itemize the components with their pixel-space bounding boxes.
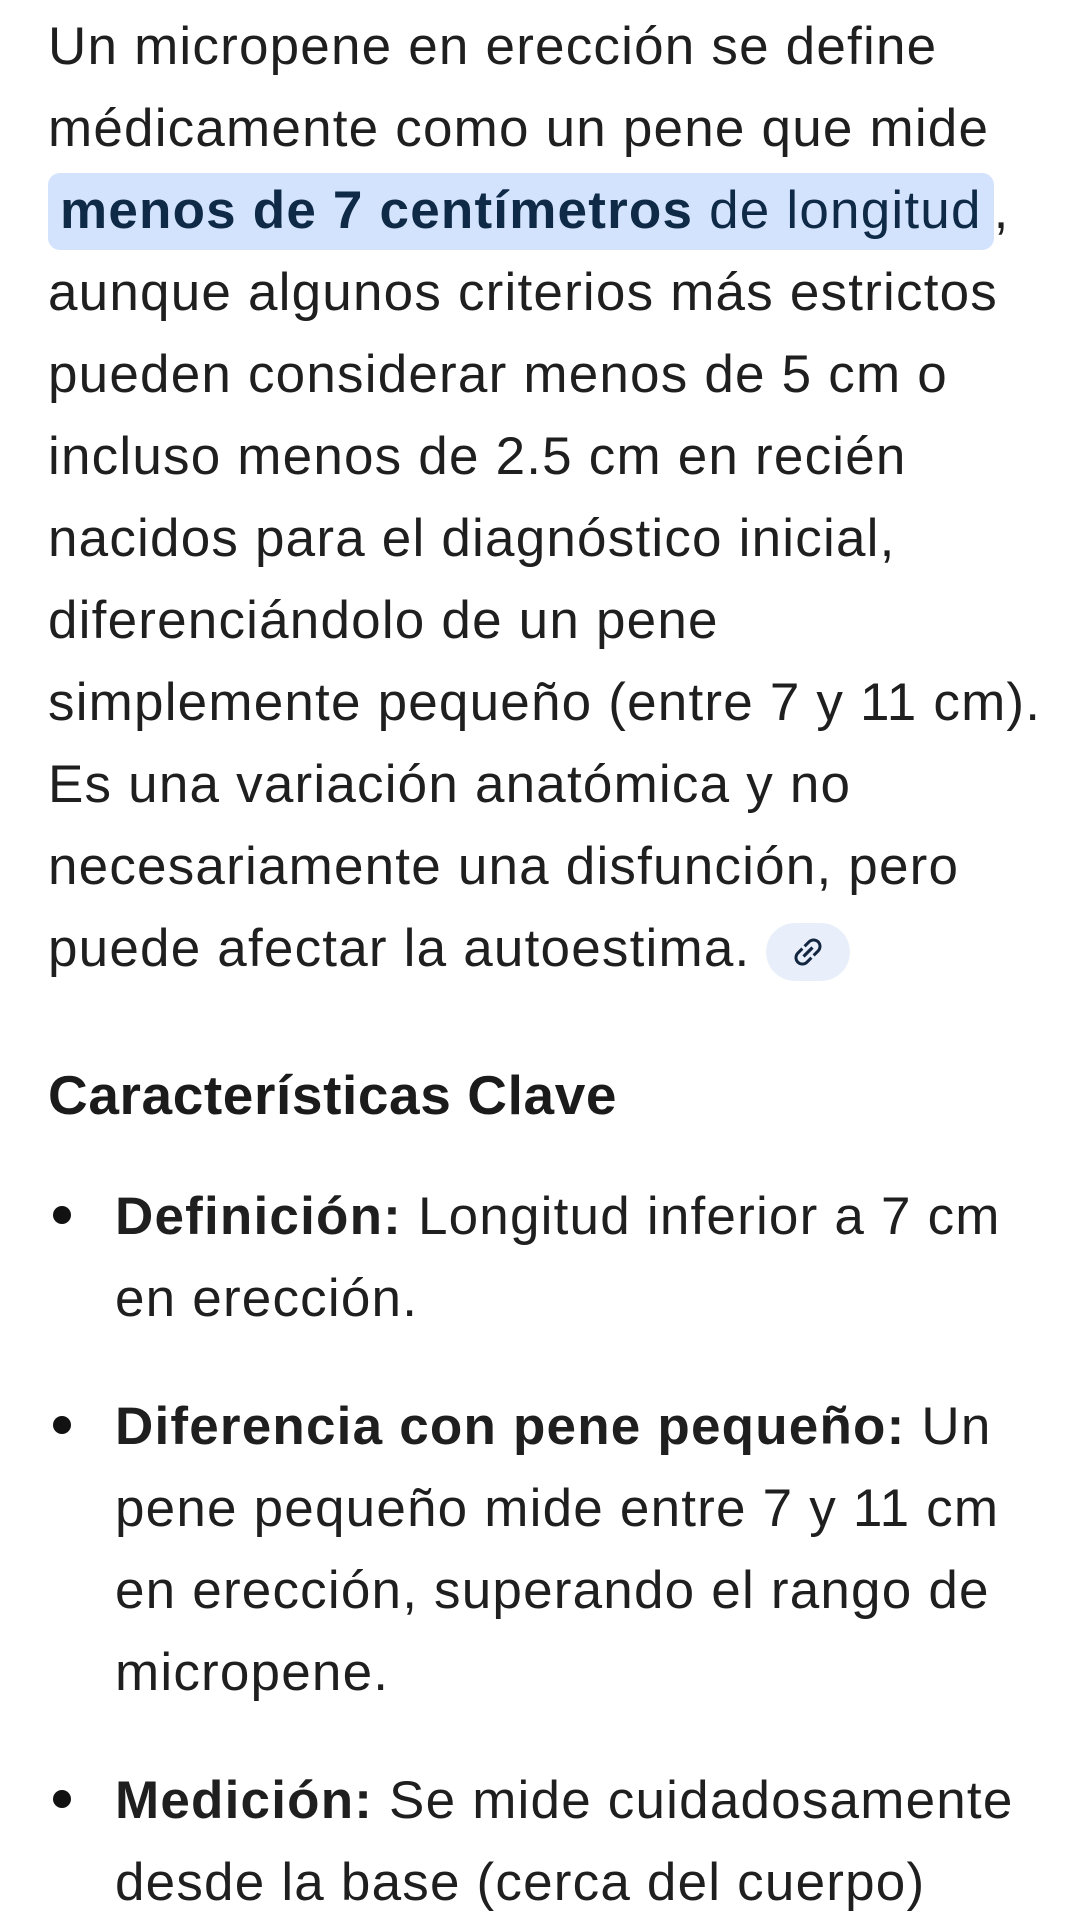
text-run: incluso menos de 2.5 cm en recién	[48, 427, 907, 486]
bullet-dot	[53, 1206, 71, 1224]
text-run: Es una variación anatómica y no	[48, 755, 852, 814]
text-run: puede afectar la autoestima.	[48, 919, 751, 978]
overview-paragraph	[48, 6, 1046, 990]
text-run: diferenciándolo de un pene	[48, 591, 719, 650]
text-line	[48, 498, 1046, 580]
text-line	[115, 1632, 1046, 1714]
text-run: médicamente como un pene que mide	[48, 99, 990, 158]
text-line	[115, 1258, 1046, 1340]
list-item	[48, 1176, 1046, 1340]
text-line	[115, 1760, 1046, 1842]
section-heading: Características Clave	[48, 1064, 618, 1126]
bullet-dot	[53, 1416, 71, 1434]
text-run: Se mide cuidadosamente	[373, 1771, 1014, 1830]
key-features-list	[48, 1176, 1046, 1924]
text-line	[48, 6, 1046, 88]
text-run: desde la base (cerca del cuerpo)	[115, 1853, 926, 1912]
text-line	[48, 744, 1046, 826]
list-item	[48, 1760, 1046, 1924]
text-run: pene pequeño mide entre 7 y 11 cm	[115, 1479, 1000, 1538]
text-line	[48, 662, 1046, 744]
text-run: micropene.	[115, 1643, 390, 1702]
text-run: Definición:	[115, 1187, 403, 1246]
bullet-text	[115, 1176, 1046, 1340]
text-line	[48, 252, 1046, 334]
text-run: Longitud inferior a 7 cm	[402, 1187, 1001, 1246]
bullet-text	[115, 1760, 1046, 1924]
text-run: aunque algunos criterios más estrictos	[48, 263, 998, 322]
text-line	[48, 416, 1046, 498]
list-item	[48, 1386, 1046, 1714]
text-run: Medición:	[115, 1771, 374, 1830]
text-line	[115, 1468, 1046, 1550]
text-run: nacidos para el diagnóstico inicial,	[48, 509, 896, 568]
text-line	[48, 908, 1046, 990]
text-line	[115, 1386, 1046, 1468]
text-line	[48, 580, 1046, 662]
text-run: en erección, superando el rango de	[115, 1561, 990, 1620]
text-run: en erección.	[115, 1269, 419, 1328]
source-link-chip[interactable]	[766, 923, 850, 981]
link-icon	[789, 933, 827, 971]
text-run: ,	[993, 181, 1010, 240]
highlighted-text[interactable]: menos de 7 centímetros	[48, 173, 693, 250]
text-line	[48, 334, 1046, 416]
text-line	[115, 1550, 1046, 1632]
text-line	[48, 170, 1046, 252]
highlighted-text[interactable]: de longitud	[693, 173, 993, 250]
text-run: Un micropene en erección se define	[48, 17, 938, 76]
text-run: pueden considerar menos de 5 cm o	[48, 345, 948, 404]
text-run: simplemente pequeño (entre 7 y 11 cm).	[48, 673, 1042, 732]
bullet-dot	[53, 1790, 71, 1808]
bullet-text	[115, 1386, 1046, 1714]
text-line	[48, 826, 1046, 908]
text-run: Diferencia con pene pequeño:	[115, 1397, 906, 1456]
text-line	[115, 1176, 1046, 1258]
text-run: Un	[905, 1397, 992, 1456]
text-run: necesariamente una disfunción, pero	[48, 837, 960, 896]
text-line	[115, 1842, 1046, 1924]
text-line	[48, 88, 1046, 170]
